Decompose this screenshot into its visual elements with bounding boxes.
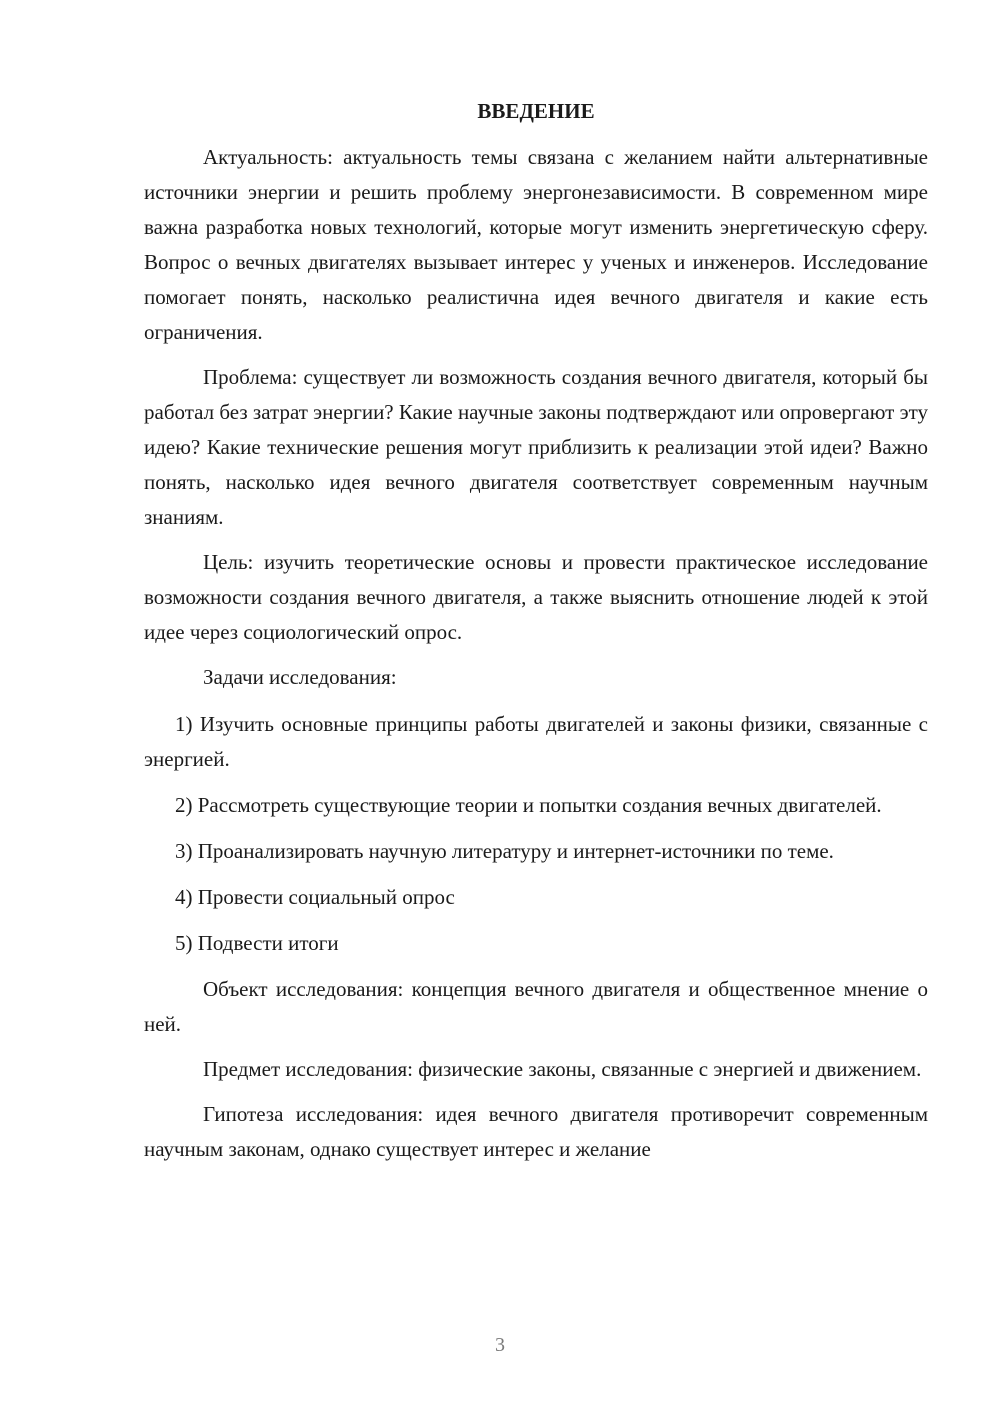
paragraph-tasks-heading: Задачи исследования: — [203, 665, 397, 689]
paragraph-object: Объект исследования: концепция вечного двигателя и общественное мнение о ней. — [144, 977, 928, 1036]
paragraph-problem: Проблема: существует ли возможность создания вечного двигателя, который бы работал без затрат энергии? Какие научные законы подтверждают или опровергают эту идею? Какие технические решения могут приблизить к реализации этой идеи? Важно понять, насколько идея вечного двигателя соответствует современным научным знаниям. — [144, 365, 928, 529]
task-item-3: 3) Проанализировать научную литературу и интернет-источники по теме. — [175, 839, 834, 863]
paragraph-hypothesis: Гипотеза исследования: идея вечного двигателя противоречит современным научным законам, однако существует интерес и желание — [144, 1102, 928, 1161]
document-page — [144, 96, 928, 1177]
task-item-1: 1) Изучить основные принципы работы двигателей и законы физики, связанные с энергией. — [144, 712, 928, 771]
paragraph-subject: Предмет исследования: физические законы, связанные с энергией и движением. — [203, 1057, 922, 1081]
task-item-5: 5) Подвести итоги — [175, 931, 339, 955]
paragraph-goal: Цель: изучить теоретические основы и провести практическое исследование возможности создания вечного двигателя, а также выяснить отношение людей к этой идее через социологический опрос. — [144, 550, 928, 644]
task-item-4: 4) Провести социальный опрос — [175, 885, 455, 909]
paragraph-relevance: Актуальность: актуальность темы связана с желанием найти альтернативные источники энергии и решить проблему энергонезависимости. В современном мире важна разработка новых технологий, которые могут изменить энергетическую сферу. Вопрос о вечных двигателях вызывает интерес у ученых и инженеров. Исследование помогает понять, насколько реалистична идея вечного двигателя и какие есть ограничения. — [144, 145, 928, 344]
section-title: ВВЕДЕНИЕ — [477, 99, 595, 123]
task-item-2: 2) Рассмотреть существующие теории и попытки создания вечных двигателей. — [175, 793, 882, 817]
page-number: 3 — [495, 1334, 505, 1356]
